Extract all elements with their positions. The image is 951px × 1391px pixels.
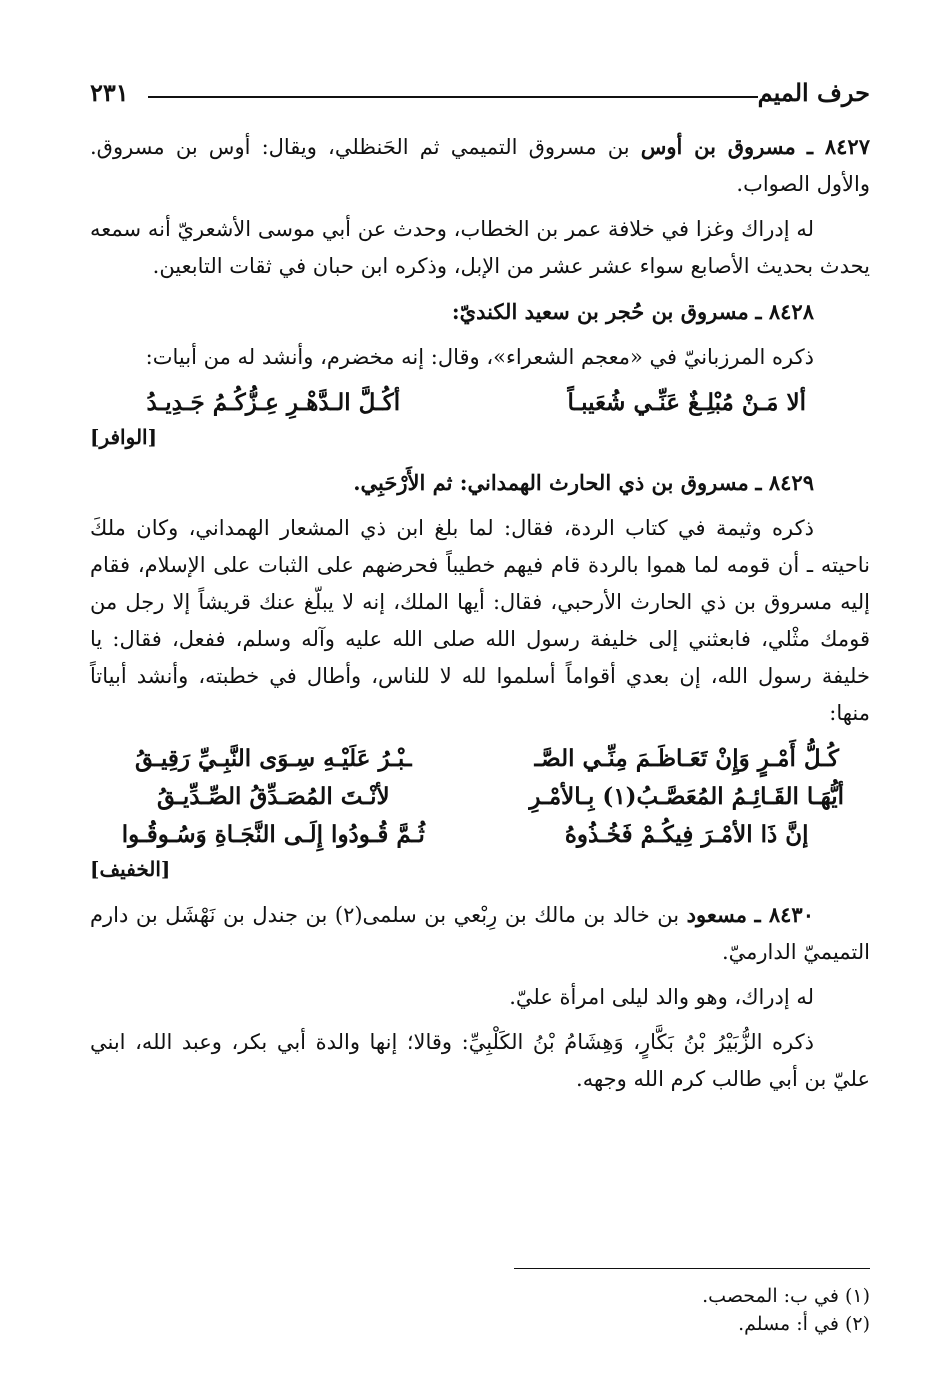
entry-name: مسعود xyxy=(686,902,747,927)
entry-paragraph: ذكره المرزبانيّ في «معجم الشعراء»، وقال: إنه مخضرم، وأنشد له من أبيات: xyxy=(145,345,814,369)
verse-line xyxy=(90,816,870,854)
entry-name: مسروق بن أوس xyxy=(640,134,796,159)
entry-text: بن مسروق التميمي ثم الحَنظلي، ويقال: أوس بن مسروق. والأول الصواب. xyxy=(90,135,870,196)
verse-line xyxy=(90,740,870,778)
entry-name: مسروق بن حُجر بن سعيد الكنديّ: xyxy=(451,299,749,324)
hemistich-first: كُـلُّ أَمْـرٍ وَإِنْ تَعَـاظَـمَ مِنِّـي الصَّـ xyxy=(534,745,839,772)
entry-paragraph: له إدراك وغزا في خلافة عمر بن الخطاب، وحدث عن أبي موسى الأشعريّ أنه سمعه يحدث بحديث الأصابع سواء عشر عشر من الإبل، وذكره ابن حبان في ثقات التابعين. xyxy=(90,217,870,278)
hemistich-second: أكُـلَّ الـدَّهْـرِ عِـزُّكُـمُ جَـدِيـدُ xyxy=(146,389,401,416)
entry-8430 xyxy=(90,896,870,971)
entry-paragraph: له إدراك، وهو والد ليلى امرأة عليّ. xyxy=(509,985,814,1009)
entry-number: ٨٤٢٩ ـ xyxy=(755,470,814,495)
entry-number: ٨٤٢٧ ـ xyxy=(806,134,870,159)
page-header xyxy=(90,78,870,108)
poem xyxy=(90,384,870,452)
footnotes xyxy=(514,1282,870,1338)
poem-meter: [الخفيف] xyxy=(90,857,171,881)
hemistich-second: لأنْـتَ المُصَـدِّقُ الصِّـدِّيـقُ xyxy=(156,783,390,810)
hemistich-second: ثُـمَّ قُـودُوا إِلَـى النَّجَـاةِ وَسُـوقُـوا xyxy=(121,821,425,848)
poem xyxy=(90,740,870,884)
poem-meter: [الوافر] xyxy=(90,425,158,449)
entry-name: مسروق بن ذي الحارث الهمداني: ثم الأَرْحَبِي. xyxy=(353,470,749,495)
verse-line xyxy=(90,778,870,816)
entry-8429 xyxy=(90,464,870,502)
entry-number: ٨٤٢٨ ـ xyxy=(755,299,814,324)
footnote-rule xyxy=(514,1268,870,1269)
header-rule xyxy=(148,96,758,98)
entry-paragraph: ذكره الزُّبَيْرُ بْنُ بَكَّارٍ، وَهِشَامُ بْنُ الكَلْبِيِّ: وقالا؛ إنها والدة أبي بكر، وعبد الله، ابني عليّ بن أبي طالب كرم الله وجهه. xyxy=(90,1030,870,1091)
footnote-2: (٢) في أ: مسلم. xyxy=(738,1313,870,1335)
entry-number: ٨٤٣٠ ـ xyxy=(754,902,814,927)
hemistich-first: إنَّ ذَا الأمْـرَ فِيكُـمْ فَخُـذُوهُ xyxy=(564,821,809,848)
entry-text: بن خالد بن مالك بن رِبْعي بن سلمى(٢) بن جندل بن نَهْشَل بن دارم التميميّ الدارميّ. xyxy=(90,903,870,964)
entry-paragraph: ذكره وثيمة في كتاب الردة، فقال: لما بلغ ابن ذي المشعار الهمداني، وكان ملكَ ناحيته ـ أن قومه لما هموا بالردة قام فيهم خطيباً فحرضهم على الثبات على الإسلام، فقام إليه مسروق بن ذي الحارث الأرحبي، فقال: أيها الملك، إنه لا يبلّغ عنك قريشاً إلا رجل من قومك مثْلي، فابعثني إلى خليفة رسول الله صلى الله عليه وآله وسلم، ففعل، فقال: يا خليفة رسول الله، إن بعدي أقواماً أسلموا لله لا للناس، وأطال في خطبته، وأنشد أبياتاً منها: xyxy=(90,516,870,725)
footnote-1: (١) في ب: المحصب. xyxy=(702,1285,870,1307)
page-body xyxy=(90,128,870,1106)
hemistich-first: ألا مَـنْ مُبْلِـغٌ عَنِّـي شُعَيبـاً xyxy=(567,389,806,416)
entry-8428 xyxy=(90,293,870,331)
verse-line xyxy=(90,384,870,422)
hemistich-first: أيُّهَـا القَـائِـمُ المُعَصَّـبُ(١) بِـالأمْـرِ xyxy=(529,783,844,810)
running-title: حرف الميم xyxy=(757,78,870,107)
page-number: ٢٣١ xyxy=(90,78,129,107)
hemistich-second: ـبْـرُ عَلَيْـهِ سِـوَى النَّبِـيِّ رَقِيـقُ xyxy=(135,745,412,772)
entry-8427 xyxy=(90,128,870,203)
